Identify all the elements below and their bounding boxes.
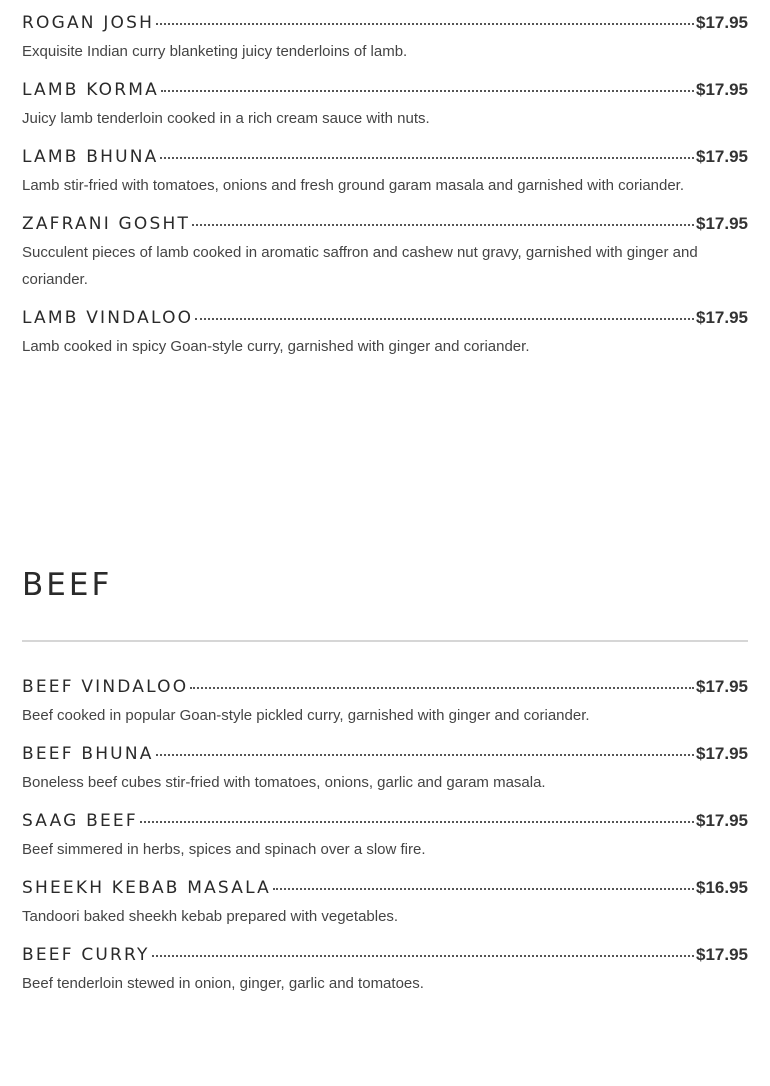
dot-leader xyxy=(156,22,694,25)
menu-item-name: ZAFRANI GOSHT xyxy=(22,214,191,234)
menu-item xyxy=(22,878,748,930)
menu-item-price: $17.95 xyxy=(696,13,748,32)
menu-item-name: LAMB KORMA xyxy=(22,80,159,100)
menu-item-description: Beef cooked in popular Goan-style pickled curry, garnished with ginger and coriander. xyxy=(22,707,590,724)
menu-item-description: Tandoori baked sheekh kebab prepared with vegetables. xyxy=(22,908,399,925)
menu-item-price: $17.95 xyxy=(696,80,748,99)
menu-item-description: Beef tenderloin stewed in onion, ginger, garlic and tomatoes. xyxy=(22,975,424,992)
beef-menu-list xyxy=(22,664,748,997)
menu-item-header xyxy=(22,13,748,39)
menu-item-name: SAAG BEEF xyxy=(22,811,138,831)
menu-item-header xyxy=(22,308,748,334)
menu-item-price: $17.95 xyxy=(696,308,748,327)
dot-leader xyxy=(190,686,694,689)
menu-item xyxy=(22,744,748,796)
section-divider xyxy=(22,640,748,642)
lamb-menu-list xyxy=(22,0,748,360)
menu-item-price: $17.95 xyxy=(696,744,748,763)
menu-item-price: $17.95 xyxy=(696,214,748,233)
menu-item-header xyxy=(22,878,748,904)
menu-item-name: BEEF CURRY xyxy=(22,945,150,965)
menu-item-header xyxy=(22,744,748,770)
menu-item xyxy=(22,13,748,65)
menu-item xyxy=(22,308,748,360)
menu-item-header xyxy=(22,811,748,837)
menu-item-name: BEEF BHUNA xyxy=(22,744,154,764)
menu-item-header xyxy=(22,80,748,106)
menu-item xyxy=(22,80,748,132)
dot-leader xyxy=(152,954,694,957)
menu-item-price: $17.95 xyxy=(696,945,748,964)
menu-item-price: $17.95 xyxy=(696,147,748,166)
menu-item-description: Exquisite Indian curry blanketing juicy tenderloins of lamb. xyxy=(22,43,408,60)
menu-item xyxy=(22,945,748,997)
menu-item-description: Beef simmered in herbs, spices and spinach over a slow fire. xyxy=(22,841,426,858)
dot-leader xyxy=(195,317,694,320)
menu-item-header xyxy=(22,677,748,703)
section-title-beef: BEEF xyxy=(22,567,113,603)
menu-item-description: Juicy lamb tenderloin cooked in a rich cream sauce with nuts. xyxy=(22,110,430,127)
menu-item-header xyxy=(22,214,748,240)
menu-item xyxy=(22,677,748,729)
menu-item-header xyxy=(22,147,748,173)
menu-item-name: LAMB VINDALOO xyxy=(22,308,194,328)
dot-leader xyxy=(273,887,694,890)
menu-item-description: Lamb cooked in spicy Goan-style curry, garnished with ginger and coriander. xyxy=(22,338,530,355)
dot-leader xyxy=(161,89,694,92)
dot-leader xyxy=(140,820,694,823)
dot-leader xyxy=(192,223,694,226)
menu-item-price: $17.95 xyxy=(696,811,748,830)
menu-item-header xyxy=(22,945,748,971)
menu-item-description: Boneless beef cubes stir-fried with tomatoes, onions, garlic and garam masala. xyxy=(22,774,546,791)
menu-item-price: $16.95 xyxy=(696,878,748,897)
menu-item-name: SHEEKH KEBAB MASALA xyxy=(22,878,271,898)
menu-item-name: ROGAN JOSH xyxy=(22,13,155,33)
menu-item-name: BEEF VINDALOO xyxy=(22,677,189,697)
menu-item-name: LAMB BHUNA xyxy=(22,147,159,167)
menu-item xyxy=(22,811,748,863)
menu-item xyxy=(22,147,748,199)
dot-leader xyxy=(160,156,694,159)
menu-item xyxy=(22,214,748,293)
menu-item-price: $17.95 xyxy=(696,677,748,696)
menu-item-description: Succulent pieces of lamb cooked in aromatic saffron and cashew nut gravy, garnished with ginger and coriander. xyxy=(22,244,698,288)
dot-leader xyxy=(156,753,694,756)
menu-item-description: Lamb stir-fried with tomatoes, onions and fresh ground garam masala and garnished with coriander. xyxy=(22,177,685,194)
